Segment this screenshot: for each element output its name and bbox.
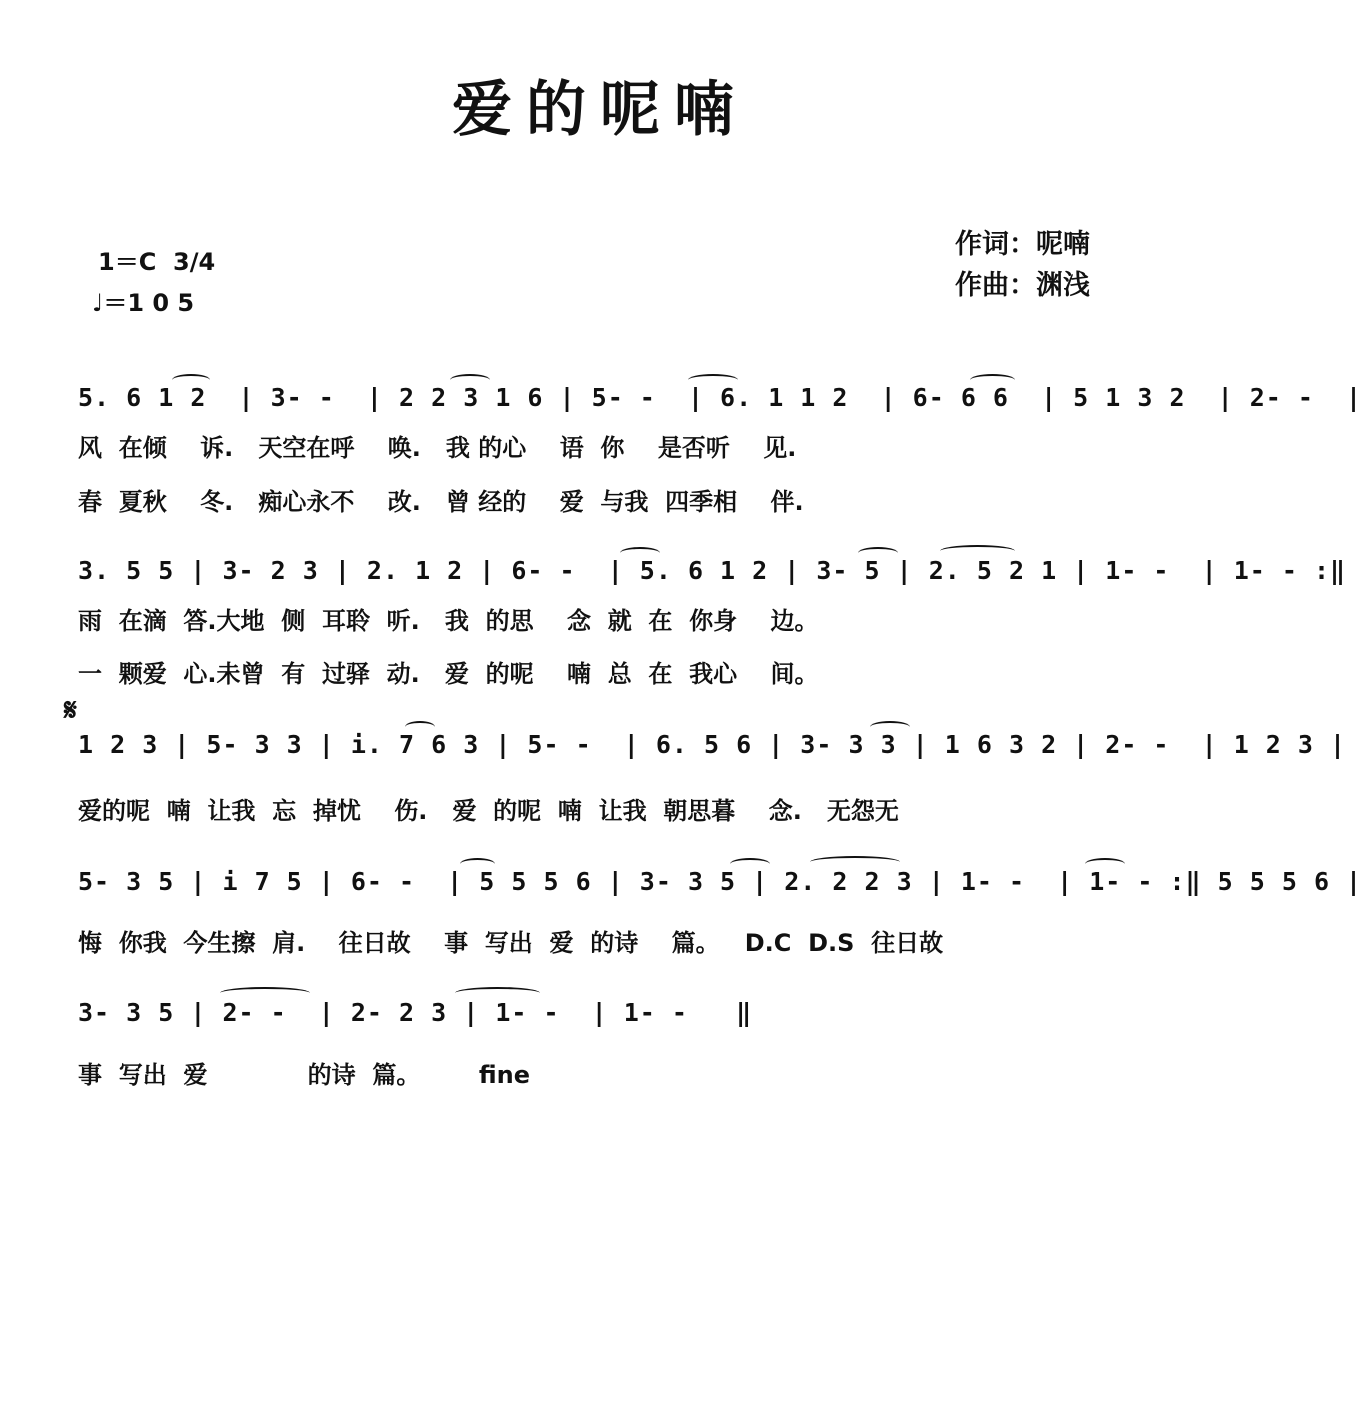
slur-mark [620, 547, 660, 559]
tie-mark [810, 856, 900, 868]
notation-line-3: 1 2 3 | 5- 3 3 | i. 7 6 3 | 5- - | 6. 5 6 | 3- 3 3 | 1 6 3 2 | 2- - | 1 2 3 | [78, 730, 1347, 759]
segno-sign: 𝄋 [64, 693, 77, 728]
slur-mark [858, 547, 898, 559]
notation-line-2: 3. 5 5 | 3- 2 3 | 2. 1 2 | 6- - | 5. 6 1 2 | 3- 5 | 2. 5 2 1 | 1- - | 1- - :‖ [78, 556, 1347, 585]
slur-mark [1085, 858, 1125, 870]
lyricist-credit: 作词：呢喃 [955, 229, 1090, 260]
slur-mark [460, 858, 495, 870]
slur-mark [870, 721, 910, 733]
lyric-line-3: 爱的呢 喃 让我 忘 掉忧 伤. 爱 的呢 喃 让我 朝思暮 念. 无怨无 [78, 797, 899, 825]
key-time-signature: 1＝C 3/4 [98, 248, 216, 276]
lyric-line-2b: 一 颗爱 心.未曾 有 过驿 动. 爱 的呢 喃 总 在 我心 间。 [78, 660, 819, 688]
notation-line-1: 5. 6 1 2 | 3- - | 2 2 3 1 6 | 5- - | 6. 1 1 2 | 6- 6 6 | 5 1 3 2 | 2- - | [78, 383, 1362, 412]
slur-mark [688, 374, 738, 386]
slur-mark [730, 858, 770, 870]
lyric-line-2a: 雨 在滴 答.大地 侧 耳聆 听. 我 的思 念 就 在 你身 边。 [78, 607, 819, 635]
slur-mark [450, 374, 490, 386]
tempo-marking: ♩＝1 0 5 [92, 289, 195, 317]
notation-line-4: 5- 3 5 | i 7 5 | 6- - | 5 5 5 6 | 3- 3 5 | 2. 2 2 3 | 1- - | 1- - :‖ 5 5 5 6 | [78, 867, 1362, 896]
composer-credit: 作曲：渊浅 [955, 270, 1090, 301]
lyric-line-4: 悔 你我 今生擦 肩. 往日故 事 写出 爱 的诗 篇。 D.C D.S 往日故 [78, 929, 944, 957]
lyric-line-1a: 风 在倾 诉. 天空在呼 唤. 我 的心 语 你 是否听 见. [78, 434, 797, 462]
tie-mark [940, 545, 1015, 557]
slur-mark [405, 721, 435, 733]
tie-mark [220, 987, 310, 999]
tie-mark [455, 987, 540, 999]
song-title: 爱的呢喃 [452, 75, 748, 145]
slur-mark [172, 374, 210, 386]
slur-mark [970, 374, 1015, 386]
lyric-line-1b: 春 夏秋 冬. 痴心永不 改. 曾 经的 爱 与我 四季相 伴. [78, 488, 804, 516]
notation-line-5: 3- 3 5 | 2- - | 2- 2 3 | 1- - | 1- - ‖ [78, 998, 753, 1027]
lyric-line-5: 事 写出 爱 的诗 篇。 fine [78, 1061, 531, 1089]
